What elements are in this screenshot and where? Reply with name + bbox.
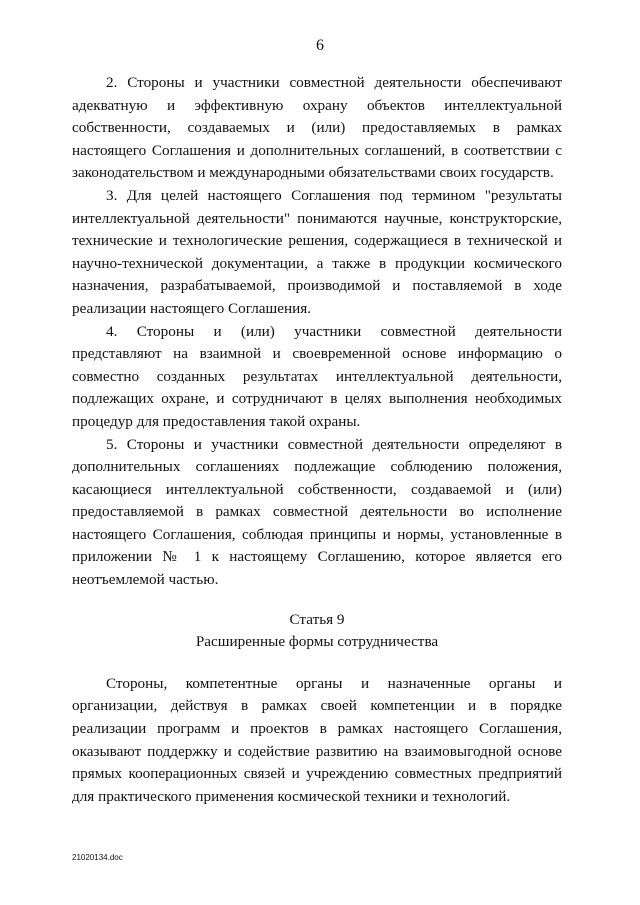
- paragraph-5: 5. Стороны и участники совместной деятельности определяют в дополнительных соглашениях подлежащие соблюдению положения, касающиеся интеллектуальной собственности, создаваемой и (или) предоставляемой в рамках совместной деятельности во исполнение настоящего Соглашения, соблюдая принципы и нормы, установленные в приложении № 1 к настоящему Соглашению, которое является его неотъемлемой частью.: [72, 435, 562, 589]
- paragraph-2: 2. Стороны и участники совместной деятельности обеспечивают адекватную и эффективную охрану объектов интеллектуальной собственности, создаваемых и (или) предоставляемых в рамках настоящего Соглашения и дополнительных соглашений, в соответствии с законодательством и международными обязательствами своих государств.: [72, 74, 562, 182]
- paragraph-4: 4. Стороны и (или) участники совместной деятельности представляют на взаимной и своевременной основе информацию о совместно созданных результатах интеллектуальной деятельности, подлежащих охране, и сотрудничают в целях выполнения необходимых процедур для предоставления такой охраны.: [72, 322, 562, 430]
- document-body: [72, 72, 562, 808]
- article-title: Расширенные формы сотрудничества: [195, 633, 439, 651]
- article-body-paragraph: Стороны, компетентные органы и назначенные органы и организации, действуя в рамках своей компетенции и в порядке реализации программ и проектов в рамках настоящего Соглашения, оказывают поддержку и содействие развитию на взаимовыгодной основе прямых кооперационных связей и учреждению совместных предприятий для практического применения космической техники и технологий.: [72, 674, 562, 805]
- article-heading: Статья 9: [289, 610, 345, 628]
- page-number: 6: [316, 37, 324, 54]
- footer-filename: 21020134.doc: [72, 853, 123, 862]
- paragraph-3: 3. Для целей настоящего Соглашения под термином "результаты интеллектуальной деятельности" понимаются научные, конструкторские, технические и технологические решения, содержащиеся в технической и научно-технической документации, а также в продукции космического назначения, разрабатываемой, производимой и поставляемой в ходе реализации настоящего Соглашения.: [72, 186, 562, 317]
